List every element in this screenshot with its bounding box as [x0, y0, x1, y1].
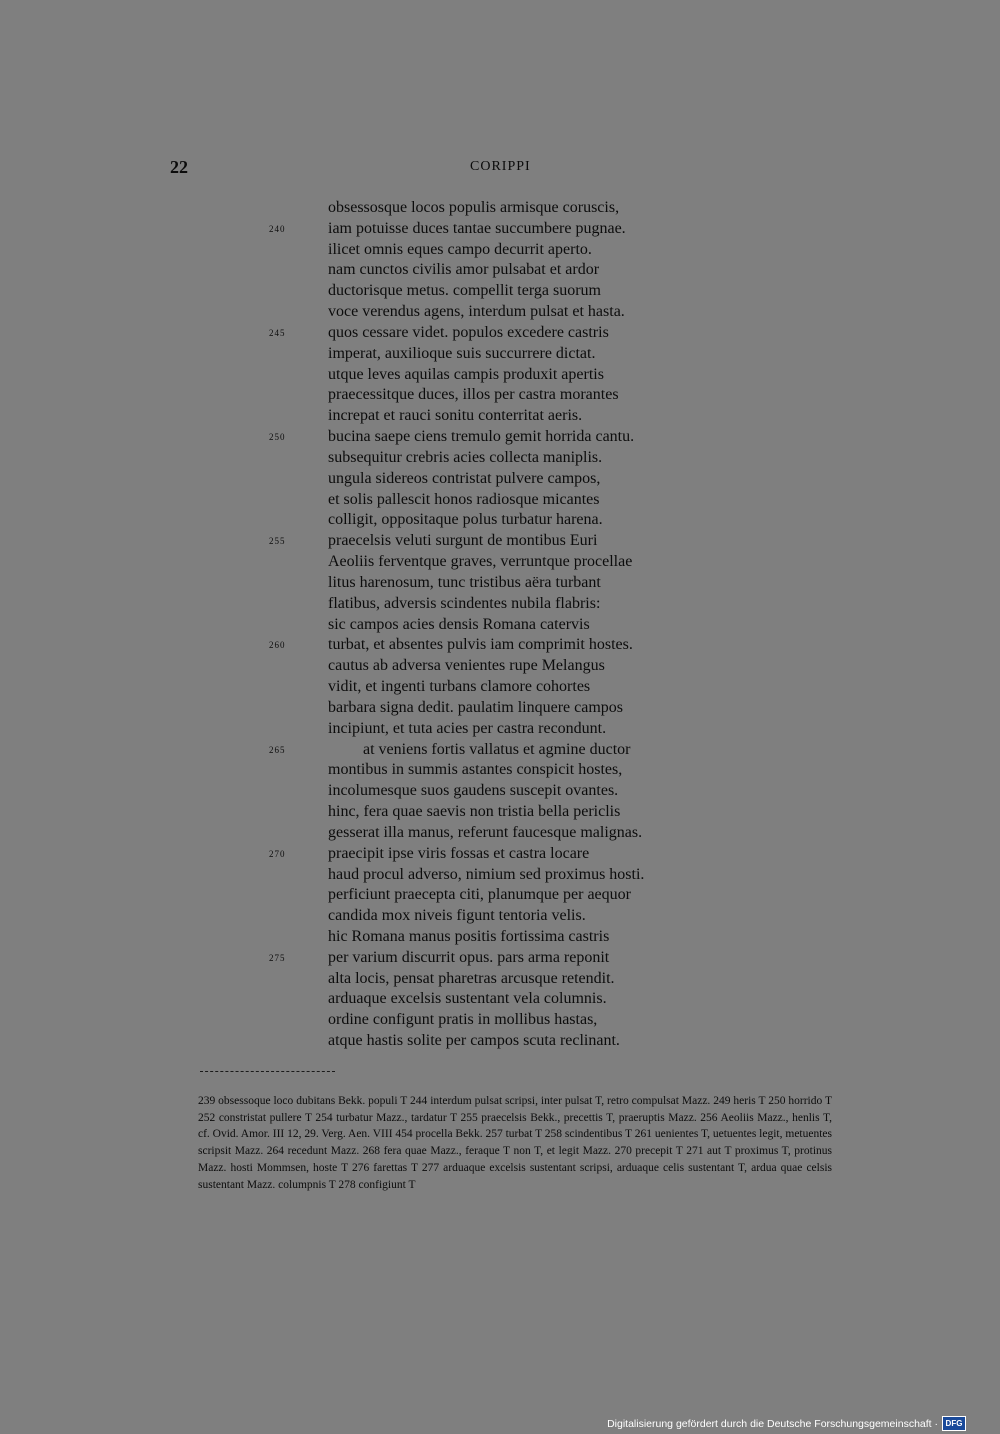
verse-line [0, 323, 1000, 344]
verse-line [0, 427, 1000, 448]
verse-line [0, 365, 1000, 386]
verse-text: et solis pallescit honos radiosque micantes [328, 490, 600, 508]
verse-line [0, 594, 1000, 615]
verse-line [0, 906, 1000, 927]
verse-text: ilicet omnis eques campo decurrit aperto. [328, 240, 592, 258]
verse-text: praecelsis veluti surgunt de montibus Euri [328, 532, 598, 550]
line-number: 245 [269, 327, 286, 338]
verse-line [0, 302, 1000, 323]
verse-line [0, 531, 1000, 552]
dfg-logo: DFG [942, 1416, 966, 1431]
verse-text: praecipit ipse viris fossas et castra locare [328, 844, 590, 862]
line-number: 260 [269, 640, 286, 651]
verse-line [0, 698, 1000, 719]
verse-text: haud procul adverso, nimium sed proximus hosti. [328, 865, 645, 883]
line-number: 275 [269, 952, 286, 963]
verse-text: obsessosque locos populis armisque coruscis, [328, 199, 620, 216]
verse-line [0, 281, 1000, 302]
verse-text: increpat et rauci sonitu conterritat aeris. [328, 407, 583, 425]
verse-text: ordine configunt pratis in mollibus hastas, [328, 1011, 598, 1029]
verse-line [0, 552, 1000, 573]
verse-text: colligit, oppositaque polus turbatur harena. [328, 511, 603, 529]
verse-text: bucina saepe ciens tremulo gemit horrida cantu. [328, 428, 635, 446]
verse-text: at veniens fortis vallatus et agmine ductor [363, 740, 631, 758]
verse-text: hic Romana manus positis fortissima castris [328, 927, 610, 945]
verse-line [0, 927, 1000, 948]
verse-line [0, 635, 1000, 656]
verse-line [0, 865, 1000, 886]
critical-apparatus [198, 1093, 832, 1193]
verse-line [0, 781, 1000, 802]
verse-text: incolumesque suos gaudens suscepit ovantes. [328, 782, 619, 800]
verse-text: litus harenosum, tunc tristibus aëra turbant [328, 573, 601, 591]
verse-line [0, 385, 1000, 406]
verse-line [0, 719, 1000, 740]
verse-line [0, 802, 1000, 823]
verse-text: perficiunt praecepta citi, planumque per aequor [328, 886, 631, 904]
verse-text: vidit, et ingenti turbans clamore cohortes [328, 678, 591, 696]
verse-line [0, 969, 1000, 990]
digitization-credit [607, 1416, 966, 1431]
credit-text: Digitalisierung gefördert durch die Deutsche Forschungsgemeinschaft · [607, 1417, 938, 1430]
verse-text: gesserat illa manus, referunt faucesque malignas. [328, 823, 643, 841]
verse-text: candida mox niveis figunt tentoria velis. [328, 907, 586, 925]
verse-line [0, 656, 1000, 677]
verse-text: turbat, et absentes pulvis iam comprimit hostes. [328, 636, 633, 654]
footnote-rule [200, 1071, 335, 1072]
verse-text: quos cessare videt. populos excedere castris [328, 323, 609, 341]
verse-line [0, 260, 1000, 281]
verse-text: alta locis, pensat pharetras arcusque retendit. [328, 969, 615, 987]
line-number: 240 [269, 223, 286, 234]
verse-line [0, 198, 1000, 219]
verse-line [0, 740, 1000, 761]
verse-line [0, 823, 1000, 844]
verse-line [0, 573, 1000, 594]
verse-line [0, 1031, 1000, 1052]
verse-text: per varium discurrit opus. pars arma reponit [328, 948, 610, 966]
verse-text: montibus in summis astantes conspicit hostes, [328, 761, 623, 779]
verse-text: arduaque excelsis sustentant vela columnis. [328, 990, 607, 1008]
verse-line [0, 469, 1000, 490]
verse-line [0, 490, 1000, 511]
verse-text: barbara signa dedit. paulatim linquere campos [328, 698, 624, 716]
verse-text: iam potuisse duces tantae succumbere pugnae. [328, 219, 626, 237]
verse-line [0, 948, 1000, 969]
verse-line [0, 677, 1000, 698]
verse-text: atque hastis solite per campos scuta reclinant. [328, 1032, 620, 1050]
verse-line [0, 406, 1000, 427]
apparatus-text: 239 obsessoque loco dubitans Bekk. populi T 244 interdum pulsat scripsi, inter pulsat T, retro compulsat Mazz. 249 heris T 250 horrido T 252 constristat pullere T 254 turbatur Mazz., tardatur T 255 praecelsis Bekk., precettis T, praeruptis Mazz. 256 Aeoliis Mazz., henlis T, cf. Ovid. Amor. III 12, 29. Verg. Aen. VIII 454 procella Bekk. 257 turbat T 258 scindentibus T 261 uenientes T, uetuentes legit, metuentes scripsit Mazz. 264 recedunt Mazz. 268 fera quae Mazz., feraque T non T, et legit Mazz. 270 precepit T 271 aut T proximus T, protinus Mazz. hosti Mommsen, hoste T 276 farettas T 277 arduaque excelsis sustentant scripsi, arduaque celis sustentant T, ardua quae celsis sustentant Mazz. columpnis T 278 configiunt T [198, 1095, 832, 1191]
verse-line [0, 989, 1000, 1010]
verse-line [0, 615, 1000, 636]
line-number: 250 [269, 432, 286, 443]
verse-text: sic campos acies densis Romana catervis [328, 615, 590, 633]
line-number: 255 [269, 536, 286, 547]
verse-text: flatibus, adversis scindentes nubila flabris: [328, 594, 601, 612]
verse-text: subsequitur crebris acies collecta maniplis. [328, 448, 603, 466]
line-number: 265 [269, 744, 286, 755]
verse-text: utque leves aquilas campis produxit apertis [328, 365, 604, 383]
verse-text: hinc, fera quae saevis non tristia bella periclis [328, 803, 621, 821]
verse-text: imperat, auxilioque suis succurrere dictat. [328, 344, 596, 362]
verse-text: ductorisque metus. compellit terga suorum [328, 282, 601, 300]
line-number: 270 [269, 848, 286, 859]
verse-text: ungula sidereos contristat pulvere campos, [328, 469, 601, 487]
verse-line [0, 219, 1000, 240]
verse-text: voce verendus agens, interdum pulsat et hasta. [328, 303, 625, 321]
verse-line [0, 1010, 1000, 1031]
verse-line [0, 844, 1000, 865]
verse-line [0, 344, 1000, 365]
verse-line [0, 448, 1000, 469]
page-number: 22 [170, 157, 188, 177]
verse-line [0, 760, 1000, 781]
running-title: CORIPPI [470, 159, 531, 174]
poem-text [0, 198, 1000, 1052]
verse-text: nam cunctos civilis amor pulsabat et ardor [328, 261, 600, 279]
verse-text: Aeoliis ferventque graves, verruntque procellae [328, 553, 633, 571]
verse-text: incipiunt, et tuta acies per castra recondunt. [328, 719, 607, 737]
verse-text: praecessitque duces, illos per castra morantes [328, 386, 619, 404]
verse-line [0, 510, 1000, 531]
verse-line [0, 240, 1000, 261]
verse-text: cautus ab adversa venientes rupe Melangus [328, 657, 605, 675]
verse-line [0, 885, 1000, 906]
